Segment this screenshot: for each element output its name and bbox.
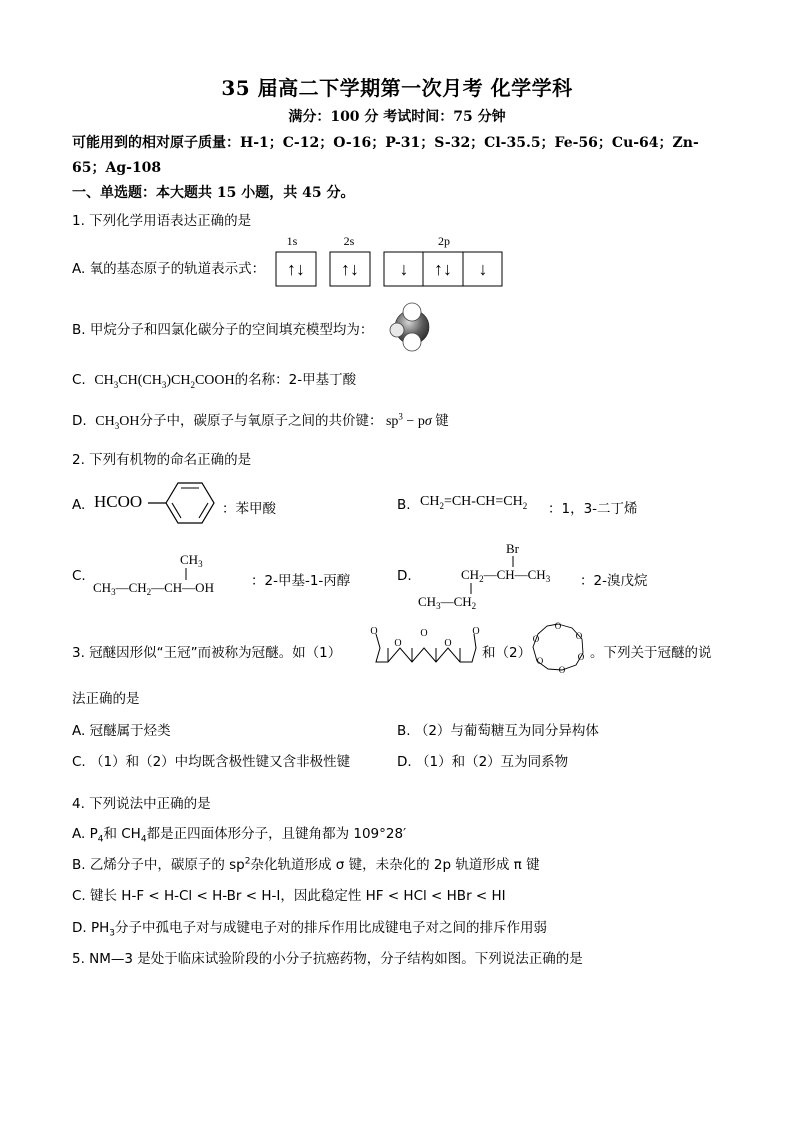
- q2-option-c-structure: [90, 550, 250, 598]
- svg-text:O: O: [420, 628, 428, 639]
- svg-text:O: O: [444, 638, 452, 649]
- q1-option-d-end: 键: [435, 413, 449, 429]
- q2-option-a-name: ：苯甲酸: [222, 501, 276, 517]
- q2-option-c-name: ：2-甲基-1-丙醇: [251, 573, 351, 589]
- svg-text:O: O: [532, 634, 540, 644]
- exam-subtitle: 满分：100 分 考试时间：75 分钟: [288, 109, 506, 125]
- q5-stem: 5. NM—3 是处于临床试验阶段的小分子抗癌药物，分子结构如图。下列说法正确的是: [72, 951, 583, 967]
- orbital-label-1s: 1s: [286, 234, 298, 248]
- q3-option-b: B. （2）与葡萄糖互为同分异构体: [397, 723, 599, 739]
- q3-stem-part3: 。下列关于冠醚的说: [590, 645, 712, 661]
- svg-text:O: O: [558, 665, 566, 674]
- q1-option-a-text: A. 氧的基态原子的轨道表示式：: [72, 261, 266, 277]
- svg-text:O: O: [554, 621, 562, 631]
- q2-option-d-structure: [414, 540, 582, 614]
- q1-option-b-text: B. 甲烷分子和四氯化碳分子的空间填充模型均为：: [72, 322, 374, 338]
- electron-pair-2s: ↑↓: [341, 259, 359, 279]
- q2-stem: 2. 下列有机物的命名正确的是: [72, 452, 252, 468]
- crown-ether-1-structure: [368, 624, 484, 670]
- q2-option-b-formula: $CH_2=CH-CH=CH_2$: [420, 494, 528, 511]
- atomic-masses-line-1: 可能用到的相对原子质量：H-1；C-12；O-16；P-31；S-32；Cl-35.5；Fe-56；Cu-64；Zn-: [72, 135, 699, 151]
- q3-option-a: A. 冠醚属于烃类: [72, 723, 171, 739]
- section-heading: 一、单选题：本大题共 15 小题，共 45 分。: [72, 185, 355, 201]
- q4-stem: 4. 下列说法中正确的是: [72, 796, 211, 812]
- svg-text:O: O: [536, 656, 544, 666]
- benzene-ring-icon: [148, 479, 220, 527]
- svg-text:CH2—CH—CH3: $CH_2—CH—CH_3$: [461, 567, 551, 584]
- svg-text:O: O: [472, 626, 480, 637]
- q4-option-d: D. $PH_3$分子中孤电子对与成键电子对的排斥作用比成键电子对之间的排斥作用弱: [72, 920, 548, 939]
- svg-text:O: O: [370, 626, 378, 637]
- q2-option-d-name: ：2-溴戊烷: [580, 573, 648, 589]
- q1-orbital-diagram: [272, 232, 508, 290]
- svg-text:CH3: $CH_3$: [180, 552, 203, 569]
- orbital-label-2p: 2p: [438, 234, 450, 248]
- electron-2p-2: ↑↓: [434, 259, 452, 279]
- q3-stem-part2: 和（2）: [482, 645, 532, 661]
- q4-option-a: A. $P_4$和 $CH_4$都是正四面体形分子，且键角都为 109°28′: [72, 826, 407, 845]
- space-filling-model-icon: [386, 301, 438, 353]
- q2-option-c-label: C.: [72, 568, 86, 584]
- q3-option-d: D. （1）和（2）互为同系物: [397, 754, 569, 770]
- q4-option-b: B. 乙烯分子中，碳原子的 $sp^2$杂化轨道形成 σ 键，未杂化的 2p 轨道形成 π 键: [72, 856, 540, 873]
- orbital-label-2s: 2s: [343, 234, 355, 248]
- q1-option-c-name: 的名称：2-甲基丁酸: [234, 372, 357, 388]
- q2-option-b-name: ：1，3-二丁烯: [548, 501, 638, 517]
- q1-option-d: D. $CH_3OH$分子中，碳原子与氧原子之间的共价键： $sp^3 - p\sigma$ 键: [72, 411, 449, 431]
- q1-stem: 1. 下列化学用语表达正确的是: [72, 213, 252, 229]
- q2-option-b-label: B.: [397, 497, 411, 513]
- svg-text:O: O: [394, 638, 402, 649]
- q4-option-c: C. 键长 H-F < H-Cl < H-Br < H-I，因此稳定性 HF < HCl < HBr < HI: [72, 888, 506, 904]
- svg-text:O: O: [577, 652, 585, 662]
- electron-2p-1: ↓: [399, 259, 409, 279]
- crown-ether-2-structure: [528, 620, 588, 674]
- q2-option-a-label: A.: [72, 497, 86, 513]
- svg-text:Br: Br: [506, 541, 519, 556]
- svg-text:CH3—CH2—CH—OH: $CH_3—CH_2—CH—OH$: [93, 580, 214, 597]
- q2-option-a-formula: HCOO: [94, 492, 143, 511]
- q3-option-c: C. （1）和（2）中均既含极性键又含非极性键: [72, 754, 351, 770]
- q3-stem-line2: 法正确的是: [72, 691, 140, 707]
- atomic-masses-line-2: 65；Ag-108: [72, 160, 162, 176]
- q2-option-d-label: D.: [397, 568, 412, 584]
- svg-text:O: O: [575, 631, 583, 641]
- q1-option-d-text: 分子中，碳原子与氧原子之间的共价键：: [139, 413, 383, 429]
- exam-title: 35 届高二下学期第一次月考 化学学科: [221, 76, 573, 100]
- svg-text:CH3—CH2: $CH_3—CH_2$: [418, 594, 477, 611]
- q3-stem-part1: 3. 冠醚因形似“王冠”而被称为冠醚。如（1）: [72, 645, 342, 661]
- electron-2p-3: ↓: [478, 259, 488, 279]
- electron-pair-1s: ↑↓: [287, 259, 305, 279]
- q1-option-c: C. $CH_3CH(CH_3)CH_2COOH$的名称：2-甲基丁酸: [72, 372, 357, 390]
